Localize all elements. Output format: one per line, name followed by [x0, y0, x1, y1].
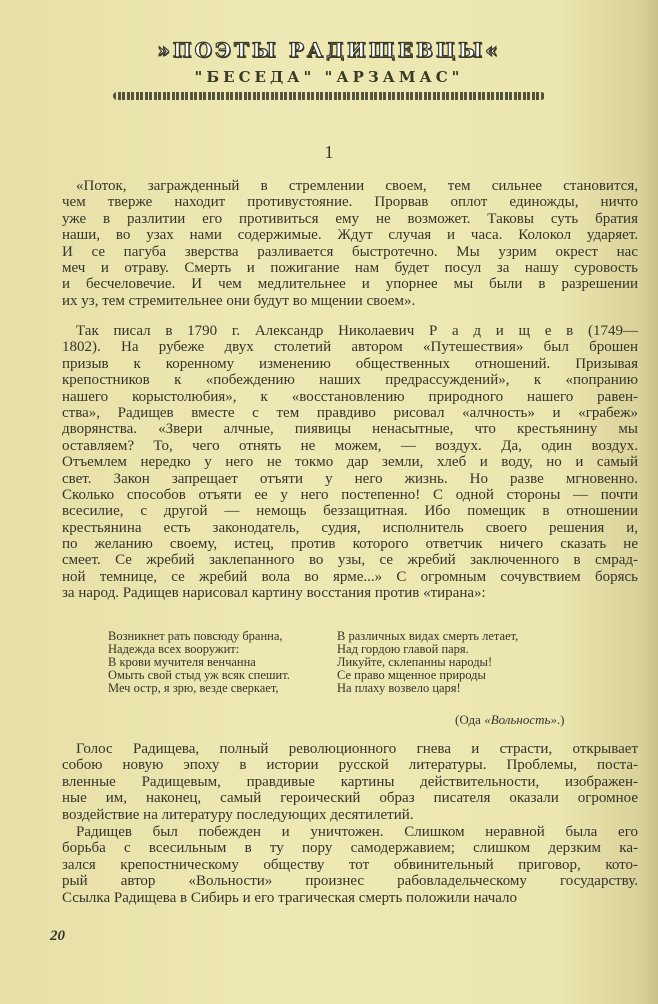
- text-line: всесилие, с другой — немощь беззащитная. Ибо помещик в отношении: [62, 503, 638, 520]
- text-line: крестьянина есть законодатель, судия, исполнитель своего решения и,: [62, 519, 638, 536]
- poem-column-right: [337, 630, 518, 695]
- text-line: уже в разлитии его противиться ему не возможет. Таковы суть братия: [62, 210, 638, 227]
- ornamental-divider: [113, 92, 545, 100]
- text-line: призыв к коренному изменению общественных отношений. Призывая: [62, 355, 638, 372]
- attribution-title: «Вольность»: [484, 712, 557, 727]
- text-line: борьба с всесильным в ту пору самодержавием; слишком дерзким ка-: [62, 840, 638, 857]
- text-line: свет. Закон запрещает отъяти у него жизнь. Но разве мгновенно.: [62, 470, 638, 487]
- poem-line: Се право мщенное природы: [337, 668, 486, 682]
- paragraph-quote: [62, 178, 638, 309]
- text-line: Сколько способов отъяти ее у него постепенно! С одной стороны — почти: [62, 486, 638, 503]
- text-line: Голос Радищева, полный революционного гнева и страсти, открывает: [76, 741, 638, 757]
- poem-line: Возникнет рать повсюду бранна,: [108, 629, 283, 643]
- paragraph-radishchev-intro: [62, 323, 638, 602]
- text-line: «Поток, загражденный в стремлении своем, тем сильнее становится,: [76, 178, 638, 194]
- poem-line: В крови мучителя венчанна: [108, 655, 256, 669]
- text-line: вленные Радищевым, правдивые картины действительности, изображен-: [62, 773, 638, 790]
- poem-line: Меч остр, я зрю, везде сверкает,: [108, 681, 279, 695]
- text-line: ные им, наконец, самый героический образ писателя оказали огромное: [62, 790, 638, 807]
- text-line: смеет. Се жребий заклепанного во узы, се жребий заключенного в смрад-: [62, 552, 638, 569]
- page-number: 20: [50, 928, 65, 944]
- text-line: 1802). На рубеже двух столетий автором «Путешествия» был брошен: [62, 339, 638, 356]
- text-line: и бесчеловечие. И чем медлительнее и упорнее мы были в разрешении: [62, 276, 638, 293]
- text-line: оставляем? То, чего отнять не можем, — воздух. Да, один воздух.: [62, 437, 638, 454]
- paragraph-voice: [62, 741, 638, 823]
- paragraph-defeat: [62, 824, 638, 906]
- text-line: по желанию своему, истец, против которого ответчик ничего сказать не: [62, 536, 638, 553]
- text-line: крепостников к «побеждению наших предрассуждений», к «попранию: [62, 372, 638, 389]
- attribution-prefix: (Ода: [455, 712, 485, 727]
- text-line: рый автор «Вольности» произнес рабовладельческому государству.: [62, 873, 638, 890]
- attribution-suffix: .): [556, 712, 565, 727]
- text-line: наши, во узах нами содержимые. Ждут случая и часа. Колокол ударяет.: [62, 227, 638, 244]
- poem-attribution: [455, 712, 565, 728]
- text-line: ной темнице, се жребий вола во ярме...» С огромным сочувствием борясь: [62, 568, 638, 585]
- text-line: Отъемлем нередко у него не токмо дар земли, хлеб и воду, но и самый: [62, 454, 638, 471]
- text-line: воздействие на литературу последующих десятилетий.: [62, 806, 414, 823]
- text-line: ства», Радищев вместе с тем правдиво рисовал «алчность» и «грабеж»: [62, 404, 638, 421]
- text-line: собою новую эпоху в истории русской литературы. Проблемы, поста-: [62, 757, 638, 774]
- text-line: чем тверже находит противустояние. Прорвав оплот единожды, ничто: [62, 194, 638, 211]
- text-line: И се пагуба зверства разливается быстротечно. Мы узрим окрест нас: [62, 243, 638, 260]
- text-line: Радищев был побежден и уничтожен. Слишком неравной была его: [76, 824, 638, 840]
- text-line: меч и отраву. Смерть и пожигание нам будет посул за нашу суровость: [62, 259, 638, 276]
- text-line: Ссылка Радищева в Сибирь и его трагическая смерть положили начало: [62, 889, 518, 906]
- poem-line: На плаху возвело царя!: [337, 681, 461, 695]
- text-line: за народ. Радищев нарисовал картину восстания против «тирана»:: [62, 585, 486, 602]
- poem-line: Надежда всех вооружит:: [108, 642, 240, 656]
- text-line: нашего корыстолюбия», к «восстановлению природного нашего равен-: [62, 388, 638, 405]
- section-subtitle: "БЕСЕДА" "АРЗАМАС": [194, 68, 464, 86]
- chapter-number: 1: [324, 142, 334, 162]
- poem-line: Омыть свой стыд уж всяк спешит.: [108, 668, 290, 682]
- poem-line: Над гордою главой паря.: [337, 642, 469, 656]
- poem-line: Ликуйте, склепанны народы!: [337, 655, 493, 669]
- text-line: Так писал в 1790 г. Александр Николаевич Р а д и щ е в (1749—: [76, 323, 638, 339]
- text-line: дворянства. «Звери алчные, пиявицы ненасытные, что крестьянину мы: [62, 421, 638, 438]
- book-section-title: »ПОЭТЫ РАДИЩЕВЦЫ«: [157, 38, 501, 62]
- text-line: их уз, тем стремительнее они будут во мщении своем».: [62, 292, 416, 309]
- poem-line: В различных видах смерть летает,: [337, 629, 519, 643]
- poem-column-left: [108, 630, 290, 695]
- text-line: зался крепостническому обществу тот обвинительный приговор, кото-: [62, 856, 638, 873]
